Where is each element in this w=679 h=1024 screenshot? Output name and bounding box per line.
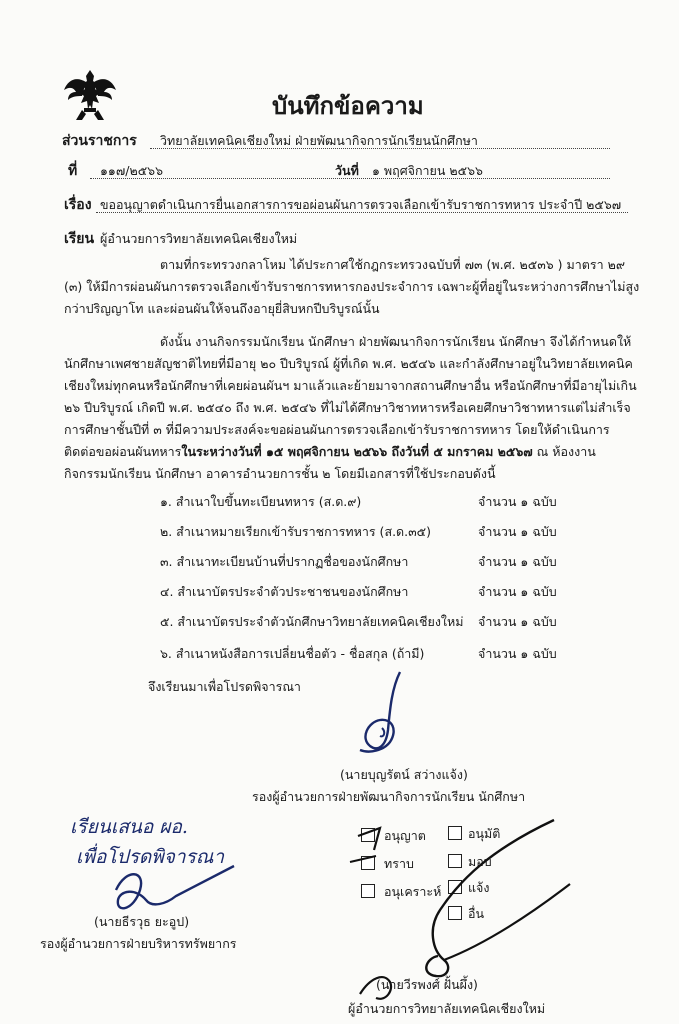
approve-label: อนุญาต xyxy=(384,828,426,843)
garuda-emblem-icon xyxy=(62,66,118,124)
paragraph-2-line-4: ๒๖ ปีบริบูรณ์ เกิดปี พ.ศ. ๒๕๔๐ ถึง พ.ศ. ๒๕๔๖ ที่ไม่ได้ศึกษาวิชาทหารหรือเคยศึกษาวิชาทหารแต่ไม่สำเร็จ xyxy=(64,400,631,415)
ref-dotted-line xyxy=(90,178,610,179)
item-qty: จำนวน ๑ ฉบับ xyxy=(478,646,557,661)
paragraph-2-line-6 xyxy=(64,441,596,463)
subject-value: ขออนุญาตดำเนินการยื่นเอกสารการขอผ่อนผันการตรวจเลือกเข้ารับราชการทหาร ประจำปี ๒๕๖๗ xyxy=(100,197,622,212)
signature-2-title: รองผู้อำนวยการฝ่ายบริหารทรัพยากร xyxy=(40,936,237,951)
support-label: อนุเคราะห์ xyxy=(384,884,442,899)
item-name: ๑. สำเนาใบขึ้นทะเบียนทหาร (ส.ด.๙) xyxy=(160,494,362,509)
item-qty: จำนวน ๑ ฉบับ xyxy=(478,494,557,509)
list-item xyxy=(160,612,580,632)
signature-2-icon xyxy=(56,860,246,920)
item-name: ๔. สำเนาบัตรประจำตัวประชาชนของนักศึกษา xyxy=(160,584,409,599)
item-name: ๕. สำเนาบัตรประจำตัวนักศึกษาวิทยาลัยเทคนิคเชียงใหม่ xyxy=(160,614,464,629)
paragraph-2-line-1: ดังนั้น งานกิจกรรมนักเรียน นักศึกษา ฝ่ายพัฒนากิจการนักเรียน นักศึกษา จึงได้กำหนดให้ xyxy=(160,334,632,349)
ref-value: ๑๑๗/๒๕๖๖ xyxy=(100,163,164,178)
paragraph-2-line-6-post: ณ ห้องงาน xyxy=(532,444,596,459)
closing-line: จึงเรียนมาเพื่อโปรดพิจารณา xyxy=(148,679,301,694)
subject-label: เรื่อง xyxy=(64,197,92,213)
list-item xyxy=(160,522,580,542)
date-value: ๑ พฤศจิกายน ๒๕๖๖ xyxy=(372,163,483,178)
assign-label: อนุมัติ xyxy=(468,826,501,841)
other-label: อื่น xyxy=(468,906,485,921)
paragraph-2-line-5: การศึกษาชั้นปีที่ ๓ ที่มีความประสงค์จะขอผ่อนผันการตรวจเลือกเข้ารับราชการทหาร โดยให้ดำเนินการ xyxy=(64,422,610,437)
item-qty: จำนวน ๑ ฉบับ xyxy=(478,614,557,629)
list-item xyxy=(160,552,580,572)
handwritten-note-line-2: เพื่อโปรดพิจารณา xyxy=(76,846,225,868)
signature-1-icon xyxy=(340,668,430,758)
agency-dotted-line xyxy=(150,148,610,149)
agency-label: ส่วนราชการ xyxy=(62,133,137,149)
to-value: ผู้อำนวยการวิทยาลัยเทคนิคเชียงใหม่ xyxy=(100,231,298,246)
signature-2-name: (นายธีรวุธ ยะอูป) xyxy=(94,914,190,929)
date-label: วันที่ xyxy=(335,163,359,178)
paragraph-1-line-3: กว่าปริญญาโท และผ่อนผันให้จนถึงอายุยี่สิบหกปีบริบูรณ์นั้น xyxy=(64,301,380,316)
list-item xyxy=(160,644,580,664)
item-name: ๓. สำเนาทะเบียนบ้านที่ปรากฏชื่อของนักศึกษา xyxy=(160,554,409,569)
signature-3-title: ผู้อำนวยการวิทยาลัยเทคนิคเชียงใหม่ xyxy=(348,1001,546,1016)
signature-1-name: (นายบุญรัตน์ สว่างแจ้ง) xyxy=(340,767,468,782)
item-name: ๒. สำเนาหมายเรียกเข้ารับราชการทหาร (ส.ด.๓๕) xyxy=(160,524,432,539)
item-qty: จำนวน ๑ ฉบับ xyxy=(478,584,557,599)
handwritten-note-line-1: เรียนเสนอ ผอ. xyxy=(70,816,188,838)
paragraph-2-line-6-pre: ติดต่อขอผ่อนผันทหาร xyxy=(64,444,182,459)
paragraph-2-line-7: กิจกรรมนักเรียน นักศึกษา อาคารอำนวยการชั้น ๒ โดยมีเอกสารที่ใช้ประกอบดังนี้ xyxy=(64,466,496,481)
signature-1-title: รองผู้อำนวยการฝ่ายพัฒนากิจการนักเรียน นักศึกษา xyxy=(252,789,526,804)
subject-dotted-line xyxy=(96,212,628,213)
to-label: เรียน xyxy=(64,231,95,247)
paragraph-1-line-1: ตามที่กระทรวงกลาโหม ได้ประกาศใช้กฎกระทรวงฉบับที่ ๗๓ (พ.ศ. ๒๕๓๖ ) มาตรา ๒๙ xyxy=(160,257,625,272)
item-qty: จำนวน ๑ ฉบับ xyxy=(478,524,557,539)
delegate-label: มอบ xyxy=(468,854,492,869)
page-title: บันทึกข้อความ xyxy=(272,92,424,120)
ref-label: ที่ xyxy=(68,163,78,179)
notify-label: แจ้ง xyxy=(468,880,490,895)
item-qty: จำนวน ๑ ฉบับ xyxy=(478,554,557,569)
deadline-highlight: ในระหว่างวันที่ ๑๕ พฤศจิกายน ๒๕๖๖ ถึงวันที่ ๕ มกราคม ๒๕๖๗ xyxy=(181,444,533,459)
signature-3-name: (นายวีรพงศ์ ฝั้นผึ้ง) xyxy=(376,977,478,992)
paragraph-2-line-2: นักศึกษาเพศชายสัญชาติไทยที่มีอายุ ๒๐ ปีบริบูรณ์ ผู้ที่เกิด พ.ศ. ๒๕๔๖ และกำลังศึกษาอยู่ในวิทยาลัยเทคนิค xyxy=(64,356,633,371)
agency-value: วิทยาลัยเทคนิคเชียงใหม่ ฝ่ายพัฒนากิจการนักเรียนนักศึกษา xyxy=(160,133,478,148)
paragraph-1-line-2: (๓) ให้มีการผ่อนผันการตรวจเลือกเข้ารับราชการทหารกองประจำการ เฉพาะผู้ที่อยู่ในระหว่างการศึกษาไม่สูง xyxy=(64,279,640,294)
list-item xyxy=(160,492,580,512)
item-name: ๖. สำเนาหนังสือการเปลี่ยนชื่อตัว - ชื่อสกุล (ถ้ามี) xyxy=(160,646,425,661)
list-item xyxy=(160,582,580,602)
acknowledge-label: ทราบ xyxy=(384,856,414,871)
paragraph-2-line-3: เชียงใหม่ทุกคนหรือนักศึกษาที่เคยผ่อนผันฯ มาแล้วและย้ายมาจากสถานศึกษาอื่น หรือนักศึกษาที่มีอายุไม่เกิน xyxy=(64,378,637,393)
